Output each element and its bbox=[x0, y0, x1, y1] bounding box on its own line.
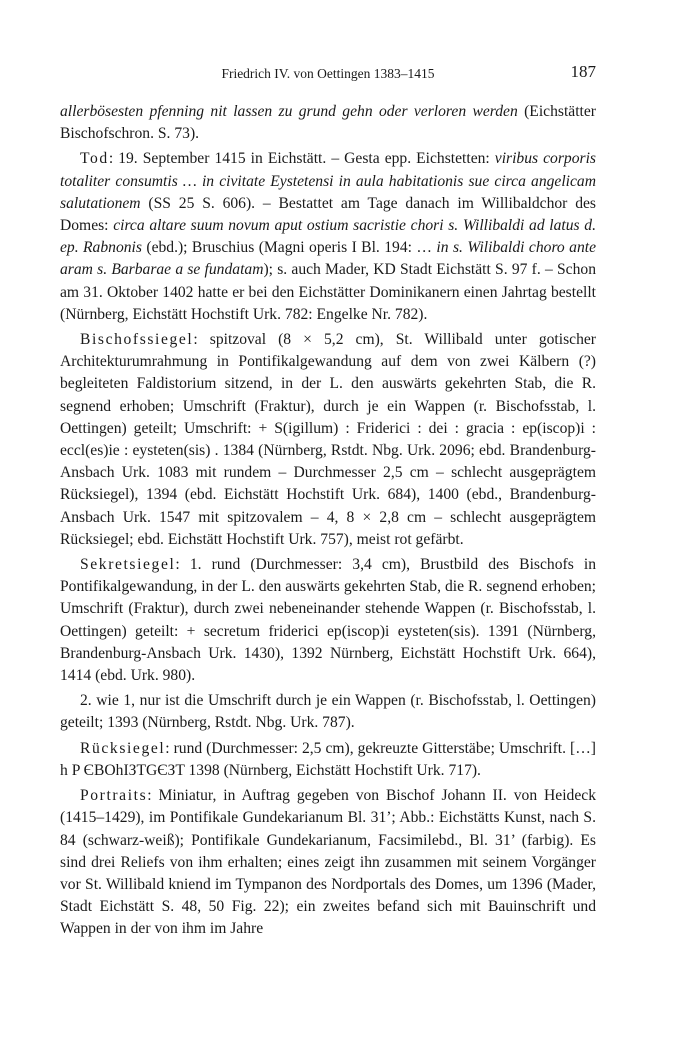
text-run: : 1. rund (Durchmesser: 3,4 cm), Brustbild des Bischofs in Pontifikalgewandung, in der L. den auswärts gekehrten Stab, die R. segnend erhoben; Umschrift (Fraktur), durch zwei nebeneinander stehende Wappen (r. Bischofsstab, l. Oettingen) geteilt: + secretum friderici ep(iscop)i eysteten(sis). 1391 (Nürnberg, Brandenburg-Ansbach Urk. 1430), 1392 Nürnberg, Eichstätt Hochstift Urk. 664), 1414 (ebd. Urk. 980). bbox=[60, 556, 596, 685]
quote-italic: circa altare suum novum aput ostium sacristie chori s. Willibaldi ad latus d. ep. Rabnonis bbox=[60, 217, 596, 257]
section-label: Sekretsiegel bbox=[80, 556, 176, 574]
text-run: : rund (Durchmesser: 2,5 cm), gekreuzte Gitterstäbe; Umschrift. […] h P ЄBOhIЗTGЄЗT 1398 (Nürnberg, Eichstätt Hochstift Urk. 717). bbox=[60, 739, 596, 779]
paragraph-sekretsiegel-2 bbox=[60, 690, 596, 734]
text-run: : Miniatur, in Auftrag gegeben von Bischof Johann II. von Heideck (1415–1429), im Pontifikale Gundekarianum Bl. 31’; Abb.: Eichstätts Kunst, nach S. 84 (schwarz-weiß); Pontifikale Gundekarianum, Facsimilebd., Bl. 31’ (farbig). Es sind drei Reliefs von ihm erhalten; eines zeigt ihn zusammen mit seinem Vorgänger vor St. Willibald kniend im Tympanon des Nordportals des Domes, um 1396 (Mader, Stadt Eichstätt S. 48, 50 Fig. 22); ein zweites befand sich mit Bauinschrift und Wappen in der von ihm im Jahre bbox=[60, 787, 596, 938]
section-label: Bischofssiegel bbox=[80, 331, 194, 349]
body-text bbox=[60, 101, 596, 944]
text-run: (ebd.); Bruschius (Magni operis I Bl. 194: … bbox=[141, 239, 437, 257]
text-run: (SS 25 S. 606). – Bestattet am Tage danach im Willibaldchor des Domes: bbox=[60, 194, 596, 235]
paragraph-portraits bbox=[60, 785, 596, 940]
text-run: (Eichstätter Bischofschron. S. 73). bbox=[60, 103, 596, 143]
text-run: : 19. September 1415 in Eichstätt. – Gesta epp. Eichstetten: bbox=[108, 150, 495, 168]
paragraph-continuation bbox=[60, 101, 596, 145]
paragraph-bischofssiegel bbox=[60, 329, 596, 551]
paragraph-ruecksiegel bbox=[60, 738, 596, 782]
text-run: ); s. auch Mader, KD Stadt Eichstätt S. 97 f. – Schon am 31. Oktober 1402 hatte er bei den Eichstätter Dominikanern einen Jahrtag bestellt (Nürnberg, Eichstätt Hochstift Urk. 782: Engelke Nr. 782). bbox=[60, 261, 596, 323]
section-label: Portraits bbox=[80, 787, 148, 805]
quote-italic: allerbösesten pfenning nit lassen zu grund gehn oder verloren werden bbox=[60, 103, 518, 120]
page-header bbox=[60, 64, 596, 84]
section-label: Rücksiegel bbox=[80, 739, 166, 757]
paragraph-tod bbox=[60, 148, 596, 326]
running-title: Friedrich IV. von Oettingen 1383–1415 bbox=[221, 66, 435, 81]
page-number: 187 bbox=[570, 62, 596, 81]
quote-italic: viribus corporis totaliter consumtis … in civitate Eystetensi in aula habitationis sue circa angelicam salutationem bbox=[60, 150, 596, 212]
text-run: 2. wie 1, nur ist die Umschrift durch je ein Wappen (r. Bischofsstab, l. Oettingen) geteilt; 1393 (Nürnberg, Rstdt. Nbg. Urk. 787). bbox=[60, 692, 596, 732]
quote-italic: in s. Wilibaldi choro ante aram s. Barbarae a se fundatam bbox=[60, 239, 596, 279]
text-run: : spitzoval (8 × 5,2 cm), St. Willibald unter gotischer Architekturumrahmung in Pontifikalgewandung auf dem von zwei Kälbern (?) begleiteten Faldistorium sitzend, in der L. den auswärts gekehrten Stab, die R. segnend erhoben; Umschrift (Fraktur), durch je ein Wappen (r. Bischofsstab, l. Oettingen) geteilt; Umschrift: + S(igillum) : Friderici : dei : gracia : ep(iscop)i : eccl(es)ie : eysteten(sis) . 1384 (Nürnberg, Rstdt. Nbg. Urk. 2096; ebd. Brandenburg-Ansbach Urk. 1083 mit rundem – Durchmesser 2,5 cm – schlecht ausgeprägtem Rücksiegel), 1394 (ebd. Eichstätt Hochstift Urk. 684), 1400 (ebd., Brandenburg-Ansbach Urk. 1547 mit spitzovalem – 4, 8 × 2,8 cm – schlecht ausgeprägtem Rücksiegel; ebd. Eichstätt Hochstift Urk. 757), meist rot gefärbt. bbox=[60, 331, 596, 548]
section-label: Tod bbox=[80, 150, 109, 168]
paragraph-sekretsiegel bbox=[60, 554, 596, 687]
